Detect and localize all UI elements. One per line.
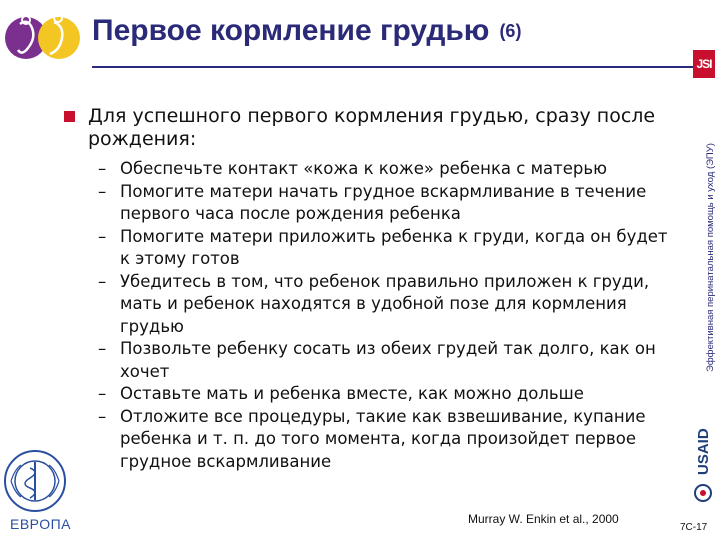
main-bullet-text: Для успешного первого кормления грудью, сразу после рождения: [88,105,656,150]
list-item [98,226,678,271]
page-title [92,14,521,48]
dash-icon: – [98,226,107,246]
list-item-text: Обеспечьте контакт «кожа к коже» ребенка с матерью [120,159,607,178]
dash-icon: – [98,271,107,291]
citation: Murray W. Enkin et al., 2000 [468,512,619,526]
list-item-text: Помогите матери начать грудное вскармливание в течение первого часа после рождения ребенка [120,181,647,223]
sub-bullet-list [98,158,678,473]
dash-icon: – [98,339,107,358]
bullet-square-icon [64,111,75,122]
usaid-logo-icon [692,405,714,505]
list-item-text: Помогите матери приложить ребенка к груди, когда он будет к этому готов [120,226,668,268]
dash-icon: – [98,384,107,403]
svg-text:USAID: USAID [695,428,712,475]
title-divider [92,66,694,68]
list-item [98,406,678,474]
title-number: (6) [499,21,522,41]
title-text: Первое кормление грудью [92,14,490,47]
main-bullet [66,105,666,151]
list-item [98,158,678,181]
list-item [98,181,678,226]
jsi-logo-icon: JSI [693,50,715,78]
side-caption: Эффективная перинатальная помощь и уход (ЭПУ) [705,143,716,372]
list-item [98,383,678,406]
list-item [98,338,678,383]
who-europe-label: ЕВРОПА [10,516,71,532]
list-item-text: Отложите все процедуры, такие как взвешивание, купание ребенка и т. п. до того момента, когда произойдет первое грудное вскармливание [120,406,646,471]
mother-child-logo-icon [4,4,82,74]
dash-icon: – [98,181,107,201]
dash-icon: – [98,406,107,426]
who-emblem-icon [2,448,68,514]
list-item-text: Оставьте мать и ребенка вместе, как можно дольше [120,384,584,403]
list-item-text: Позвольте ребенку сосать из обеих грудей так долго, как он хочет [120,339,656,381]
list-item [98,271,678,339]
slide-number: 7C-17 [680,522,708,533]
list-item-text: Убедитесь в том, что ребенок правильно приложен к груди, мать и ребенок находятся в удобной позе для кормления грудью [120,271,650,336]
dash-icon: – [98,159,107,178]
